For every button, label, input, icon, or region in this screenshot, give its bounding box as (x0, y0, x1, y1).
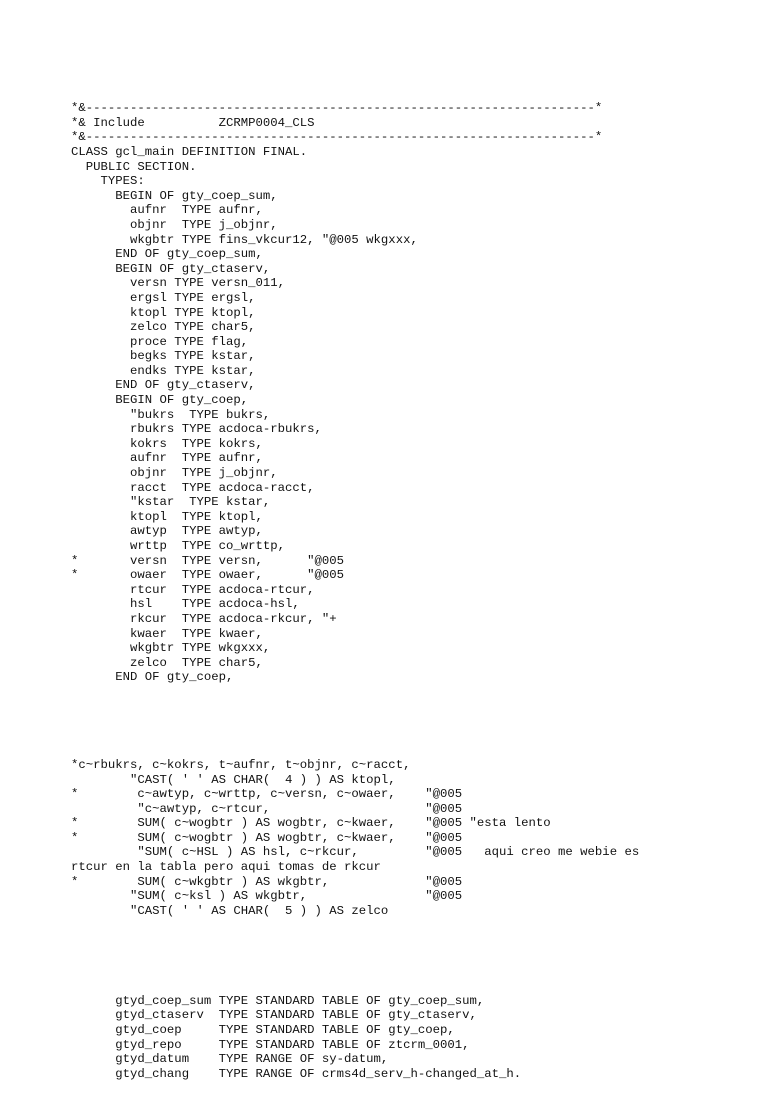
code-line: gtyd_ctaserv TYPE STANDARD TABLE OF gty_ctaserv, (71, 1008, 477, 1023)
code-line: * c~awtyp, c~wrttp, c~versn, c~owaer, "@005 (71, 787, 463, 802)
code-line: kokrs TYPE kokrs, (71, 436, 263, 451)
code-line: END OF gty_coep, (71, 670, 234, 685)
code-line: gtyd_repo TYPE STANDARD TABLE OF ztcrm_0001, (71, 1037, 470, 1052)
code-line: BEGIN OF gty_ctaserv, (71, 261, 271, 276)
code-line: rbukrs TYPE acdoca-rbukrs, (71, 422, 322, 437)
code-line: objnr TYPE j_objnr, (71, 217, 278, 232)
code-line: ergsl TYPE ergsl, (71, 290, 256, 305)
code-line: BEGIN OF gty_coep_sum, (71, 188, 278, 203)
table-type-declarations-block (71, 994, 761, 1082)
code-line: proce TYPE flag, (71, 334, 249, 349)
code-line: END OF gty_ctaserv, (71, 378, 256, 393)
code-line: "SUM( c~HSL ) AS hsl, c~rkcur, "@005 aqui creo me webie es (71, 845, 640, 860)
code-line: END OF gty_coep_sum, (71, 247, 263, 262)
code-line: objnr TYPE j_objnr, (71, 466, 278, 481)
code-line: TYPES: (71, 174, 145, 189)
code-line: hsl TYPE acdoca-hsl, (71, 597, 300, 612)
code-line: ktopl TYPE ktopl, (71, 305, 256, 320)
code-line: "CAST( ' ' AS CHAR( 5 ) ) AS zelco (71, 903, 389, 918)
code-line: endks TYPE kstar, (71, 363, 256, 378)
code-line: *&---------------------------------------------------------------------* (71, 130, 603, 145)
code-line: * versn TYPE versn, "@005 (71, 553, 345, 568)
code-line: *&---------------------------------------------------------------------* (71, 101, 603, 116)
code-line: "bukrs TYPE bukrs, (71, 407, 271, 422)
code-line: *& Include ZCRMP0004_CLS (71, 115, 315, 130)
code-line: kwaer TYPE kwaer, (71, 626, 263, 641)
code-line: rtcur en la tabla pero aqui tomas de rkcur (71, 860, 381, 875)
code-line: rkcur TYPE acdoca-rkcur, "+ (71, 611, 337, 626)
blank-gap (71, 948, 761, 965)
code-listing (71, 72, 761, 1096)
code-line: gtyd_datum TYPE RANGE OF sy-datum, (71, 1052, 389, 1067)
type-definitions-block (71, 101, 761, 685)
commented-select-block (71, 758, 761, 919)
code-line: zelco TYPE char5, (71, 320, 256, 335)
code-line: gtyd_chang TYPE RANGE OF crms4d_serv_h-changed_at_h. (71, 1066, 522, 1081)
code-line: * SUM( c~wogbtr ) AS wogbtr, c~kwaer, "@005 (71, 830, 463, 845)
code-line: rtcur TYPE acdoca-rtcur, (71, 582, 315, 597)
code-line: wkgbtr TYPE wkgxxx, (71, 641, 271, 656)
code-line: zelco TYPE char5, (71, 655, 263, 670)
code-line: "SUM( c~ksl ) AS wkgbtr, "@005 (71, 889, 463, 904)
code-line: "CAST( ' ' AS CHAR( 4 ) ) AS ktopl, (71, 772, 396, 787)
code-line: aufnr TYPE aufnr, (71, 203, 263, 218)
code-line: "kstar TYPE kstar, (71, 495, 271, 510)
code-line: wrttp TYPE co_wrttp, (71, 539, 286, 553)
code-line: awtyp TYPE awtyp, (71, 524, 263, 539)
code-line: wkgbtr TYPE fins_vkcur12, "@005 wkgxxx, (71, 232, 418, 247)
code-line: gtyd_coep TYPE STANDARD TABLE OF gty_coep, (71, 1023, 455, 1037)
code-line: * owaer TYPE owaer, "@005 (71, 568, 345, 583)
code-line: "c~awtyp, c~rtcur, "@005 (71, 801, 463, 816)
code-line: *c~rbukrs, c~kokrs, t~aufnr, t~objnr, c~racct, (71, 757, 411, 772)
code-line: * SUM( c~wogbtr ) AS wogbtr, c~kwaer, "@005 "esta lento (71, 816, 551, 831)
code-line: gtyd_coep_sum TYPE STANDARD TABLE OF gty_coep_sum, (71, 993, 485, 1008)
blank-gap (71, 714, 761, 729)
code-line: racct TYPE acdoca-racct, (71, 480, 315, 495)
code-line: begks TYPE kstar, (71, 349, 256, 364)
code-line: BEGIN OF gty_coep, (71, 393, 249, 408)
code-line: ktopl TYPE ktopl, (71, 509, 263, 524)
code-line: aufnr TYPE aufnr, (71, 451, 263, 466)
code-line: CLASS gcl_main DEFINITION FINAL. (71, 144, 308, 159)
code-line: versn TYPE versn_011, (71, 276, 286, 291)
code-line: PUBLIC SECTION. (71, 159, 197, 174)
code-line: * SUM( c~wkgbtr ) AS wkgbtr, "@005 (71, 874, 463, 889)
